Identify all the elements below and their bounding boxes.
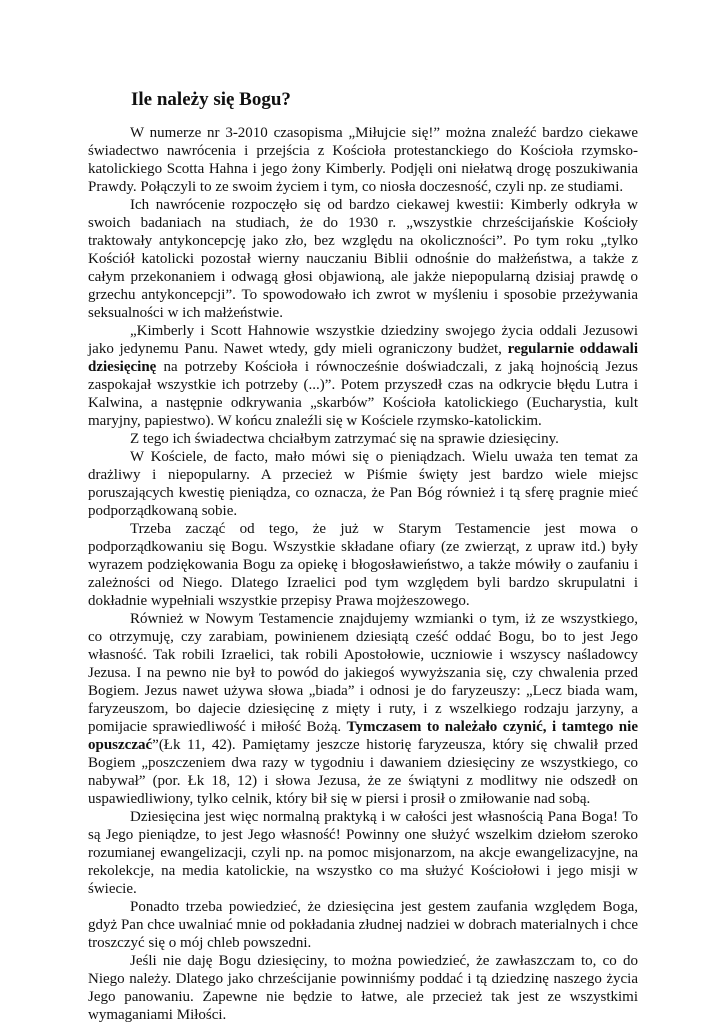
body-paragraph [88, 124, 638, 196]
body-paragraph [88, 196, 638, 322]
body-paragraph [88, 610, 638, 808]
paragraph-text: W Kościele, de facto, mało mówi się o pieniądzach. Wielu uważa ten temat za drażliwy i niepopularny. A przecież w Piśmie święty jest bardzo wiele miejsc poruszających kwestię pieniądza, co oznacza, że Pan Bóg również i tą sferę pragnie mieć podporządkowaną sobie. [88, 449, 638, 519]
paragraph-text: W numerze nr 3-2010 czasopisma „Miłujcie się!” można znaleźć bardzo ciekawe świadectwo nawrócenia i przejścia z Kościoła protestanckiego do Kościoła rzymsko-katolickiego Scotta Hahna i jego żony Kimberly. Podjęli oni niełatwą drogę poszukiwania Prawdy. Połączyli to ze swoim życiem i tym, co niosła doczesność, czyli np. ze studiami. [88, 125, 638, 195]
paragraph-text: Ich nawrócenie rozpoczęło się od bardzo ciekawej kwestii: Kimberly odkryła w swoich badaniach na studiach, że do 1930 r. „wszystkie chrześcijańskie Kościoły traktowały antykoncepcję jako zło, bez względu na okoliczności”. Po tym roku „tylko Kościół katolicki pozostał wierny nauczaniu Biblii odnośnie do małżeństwa, a także z całym przekonaniem i odwagą głosi objawioną, ale jakże niepopularną dzisiaj prawdę o grzechu antykoncepcji”. To spowodowało ich zwrot w myśleniu i sposobie przeżywania seksualności w ich małżeństwie. [88, 197, 638, 321]
body-paragraph [88, 808, 638, 898]
paragraph-text: ”(Łk 11, 42). Pamiętamy jeszcze historię faryzeusza, który się chwalił przed Bogiem „poszczeniem dwa razy w tygodniu i dawaniem dziesięciny ze wszystkiego, co nabywał” (por. Łk 18, 12) i słowa Jezusa, że ze świątyni z modlitwy nie odszedł on uspawiedliwiony, tylko celnik, który bił się w piersi i prosił o zmiłowanie nad sobą. [88, 737, 638, 807]
paragraph-text: Również w Nowym Testamencie znajdujemy wzmianki o tym, iż ze wszystkiego, co otrzymuję, czy zarabiam, powinienem dziesiątą cześć oddać Bogu, bo to jest Jego własność. Tak robili Izraelici, tak robili Apostołowie, uczniowie i wszyscy naśladowcy Jezusa. I na pewno nie był to powód do jakiegoś wywyższania się, czy chwalenia przed Bogiem. Jezus nawet używa słowa „biada” i odnosi je do faryzeuszy: „Lecz biada wam, faryzeuszom, bo dajecie dziesięcinę z mięty i ruty, i z wszelkiego rodzaju jarzyny, a pomijacie sprawiedliwość i miłość Bożą. [88, 611, 638, 735]
document-body [88, 124, 638, 1024]
paragraph-text: Trzeba zacząć od tego, że już w Starym Testamencie jest mowa o podporządkowaniu się Bogu. Wszystkie składane ofiary (ze zwierząt, z upraw itd.) były wyrazem podziękowania Bogu za opiekę i błogosławieństwo, a także mówiły o zaufaniu i zależności od Niego. Dlatego Izraelici pod tym względem byli bardzo skrupulatni i dokładnie wypełniali wszystkie przepisy Prawa mojżeszowego. [88, 521, 638, 609]
body-paragraph [88, 898, 638, 952]
body-paragraph [88, 430, 638, 448]
body-paragraph [88, 520, 638, 610]
bold-text: regularnie oddawali dziesięcinę [88, 341, 639, 375]
paragraph-text: „Kimberly i Scott Hahnowie wszystkie dziedziny swojego życia oddali Jezusowi jako jedynemu Panu. Nawet wtedy, gdy mieli ograniczony budżet, [88, 323, 638, 357]
paragraph-text: na potrzeby Kościoła i równocześnie doświadczali, z jaką hojnością Jezus zaspokajał wszystkie ich potrzeby (...)”. Potem przyszedł czas na odkrycie błędu Lutra i Kalwina, a następnie odkrywania „skarbów” Kościoła katolickiego (Eucharystia, kult maryjny, papiestwo). W końcu znaleźli się w Kościele rzymsko-katolickim. [88, 359, 638, 429]
paragraph-text: Ponadto trzeba powiedzieć, że dziesięcina jest gestem zaufania względem Boga, gdyż Pan chce uwalniać mnie od pokładania złudnej nadziei w dobrach materialnych i chce troszczyć się o mój chleb powszedni. [88, 899, 638, 951]
body-paragraph [88, 322, 638, 430]
body-paragraph [88, 448, 638, 520]
paragraph-text: Jeśli nie daję Bogu dziesięciny, to można powiedzieć, że zawłaszczam to, co do Niego należy. Dlatego jako chrześcijanie powinniśmy poddać i tą dziedzinę naszego życia Jego panowaniu. Zapewne nie będzie to łatwe, ale przecież tak jest ze wszystkimi wymaganiami Miłości. [88, 953, 638, 1023]
document-title: Ile należy się Bogu? [131, 89, 291, 110]
paragraph-text: Z tego ich świadectwa chciałbym zatrzymać się na sprawie dziesięciny. [130, 431, 559, 447]
bold-text: Tymczasem to należało czynić, i tamtego nie opuszczać [88, 719, 638, 753]
paragraph-text: Dziesięcina jest więc normalną praktyką i w całości jest własnością Pana Boga! To są Jego pieniądze, to jest Jego własność! Powinny one służyć wszelkim dziełom szeroko rozumianej ewangelizacji, czyli np. na pomoc misjonarzom, na akcje ewangelizacyjne, na rekolekcje, na media katolickie, na wszystko co ma służyć Kościołowi i jego misji w świecie. [88, 809, 638, 897]
body-paragraph [88, 952, 638, 1024]
